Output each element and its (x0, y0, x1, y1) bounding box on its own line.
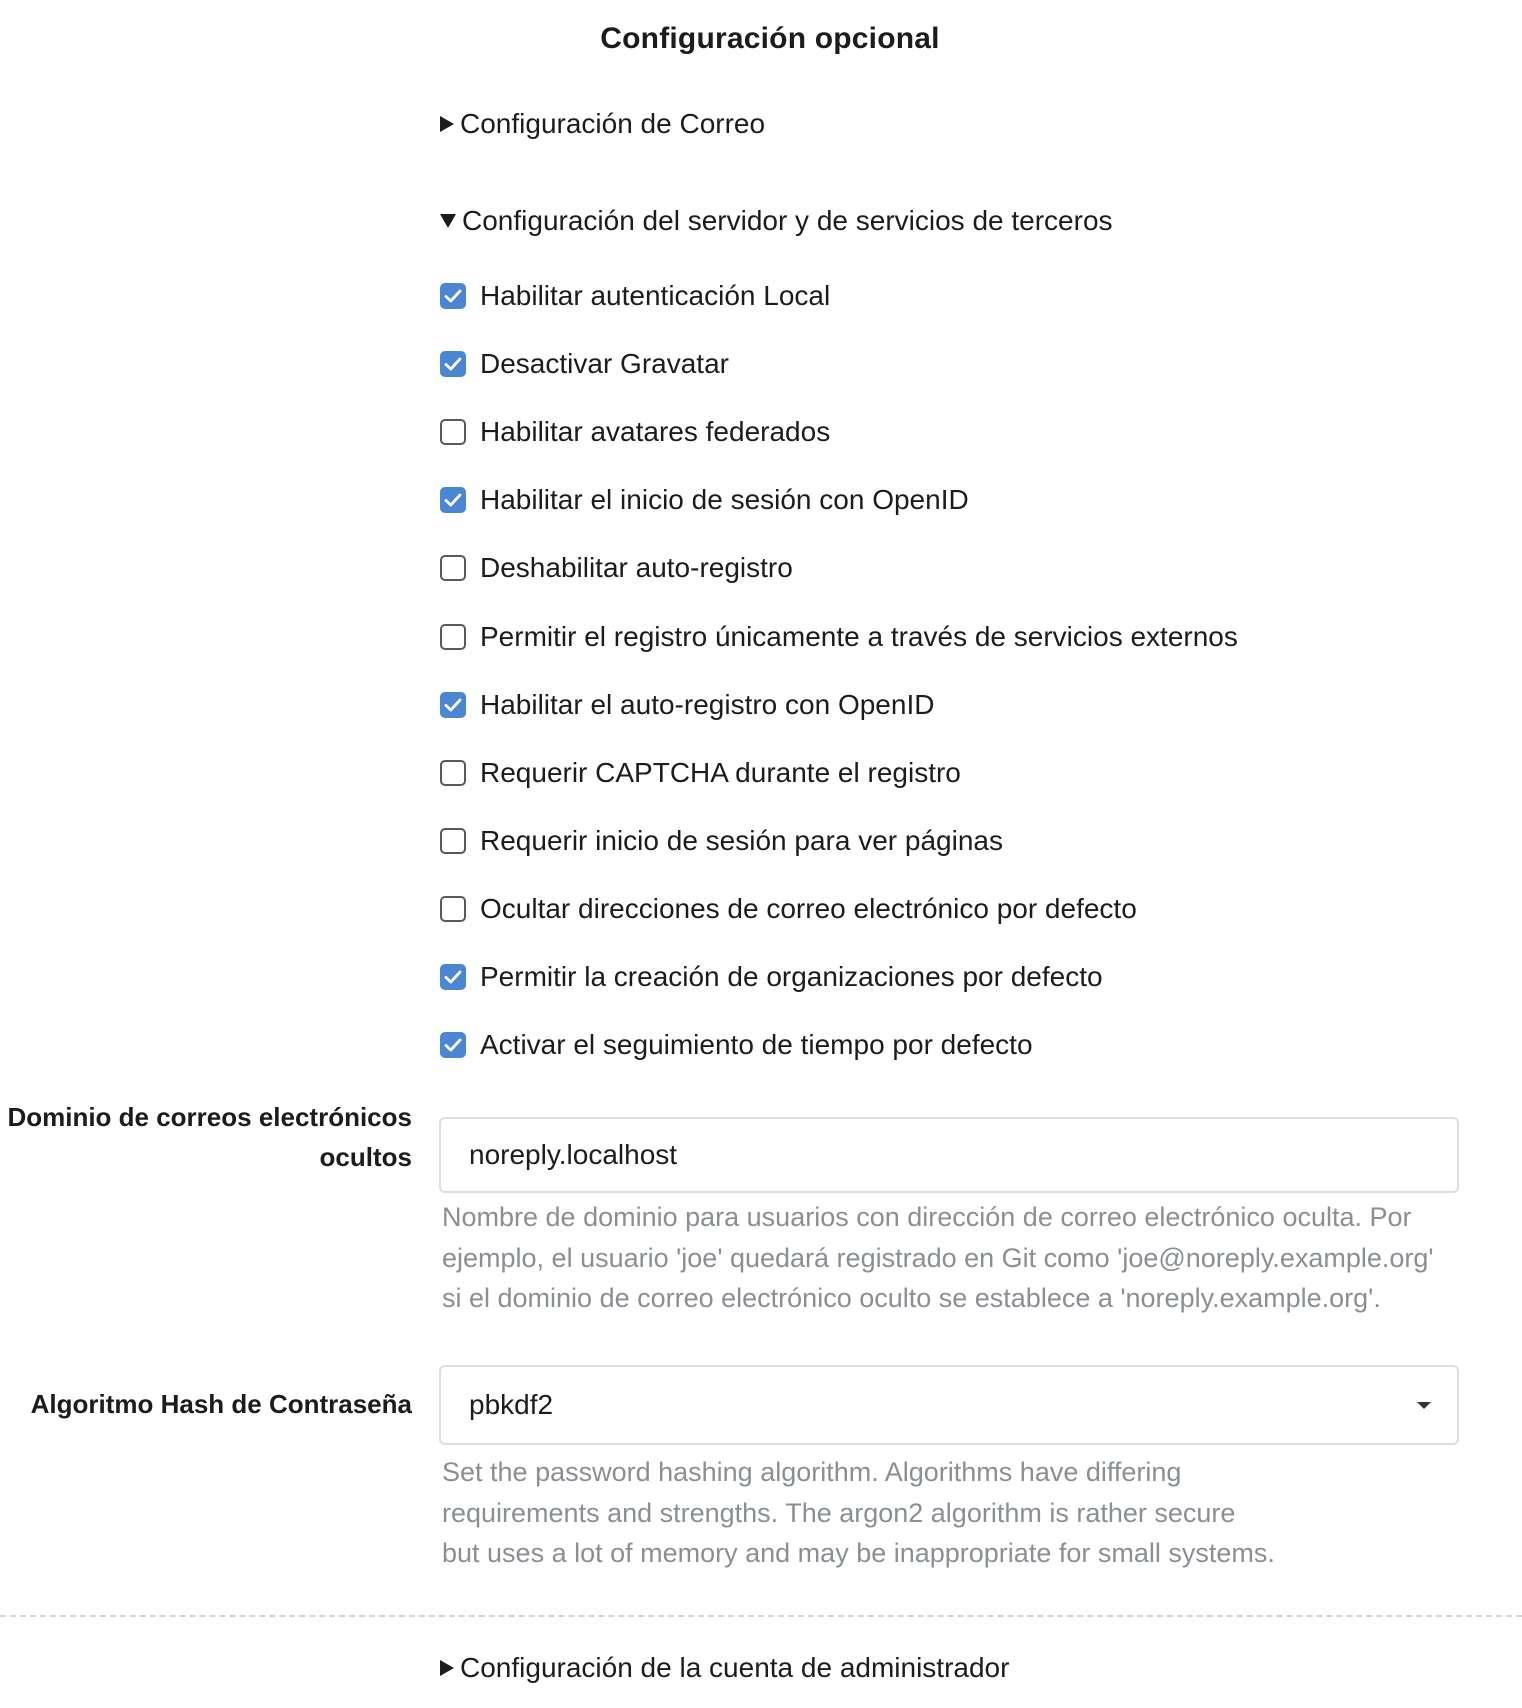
collapsed-triangle-icon (440, 1660, 454, 1676)
checkbox-row[interactable] (440, 961, 1103, 993)
checkbox-row[interactable] (440, 689, 934, 721)
checkbox-row[interactable] (440, 552, 793, 584)
checkbox-label: Permitir el registro únicamente a través de servicios externos (480, 620, 1238, 652)
checkbox-checked[interactable] (440, 964, 466, 990)
section-toggle-admin[interactable] (440, 1652, 1009, 1684)
checkbox-unchecked[interactable] (440, 760, 466, 786)
hidden-email-domain-label: Dominio de correos electrónicos ocultos (7, 1102, 412, 1172)
section-divider (0, 1615, 1522, 1617)
hidden-email-domain-input[interactable] (439, 1117, 1459, 1193)
checkbox-label: Ocultar direcciones de correo electrónico por defecto (480, 892, 1137, 924)
page-title: Configuración opcional (600, 22, 940, 55)
password-hash-select[interactable] (439, 1365, 1459, 1445)
checkmark-icon (444, 289, 462, 303)
section-toggle-email[interactable] (440, 108, 765, 140)
checkbox-label: Requerir CAPTCHA durante el registro (480, 756, 961, 788)
checkbox-label: Deshabilitar auto-registro (480, 552, 793, 584)
checkbox-label: Habilitar avatares federados (480, 416, 831, 448)
collapsed-triangle-icon (440, 116, 454, 132)
checkbox-label: Desactivar Gravatar (480, 348, 729, 380)
checkbox-row[interactable] (440, 757, 961, 789)
checkbox-row[interactable] (440, 416, 830, 448)
checkbox-unchecked[interactable] (440, 624, 466, 650)
checkbox-label: Permitir la creación de organizaciones por defecto (480, 961, 1103, 992)
checkbox-checked[interactable] (440, 351, 466, 377)
checkbox-checked[interactable] (440, 692, 466, 718)
checkbox-unchecked[interactable] (440, 896, 466, 922)
password-hash-selected-value: pbkdf2 (469, 1389, 554, 1420)
checkbox-label: Habilitar el auto-registro con OpenID (480, 688, 935, 720)
section-label-server: Configuración del servidor y de servicios de terceros (462, 205, 1113, 236)
checkbox-row[interactable] (440, 825, 1003, 857)
checkbox-unchecked[interactable] (440, 555, 466, 581)
checkbox-row[interactable] (440, 280, 830, 312)
section-label-admin: Configuración de la cuenta de administrador (460, 1652, 1010, 1683)
checkbox-row[interactable] (440, 1029, 1033, 1061)
checkmark-icon (444, 698, 462, 712)
checkbox-row[interactable] (440, 621, 1238, 653)
password-hash-help: Set the password hashing algorithm. Algorithms have differing requirements and strengths. The argon2 algorithm is rather secure but uses a lot of memory and may be inappropriate for small systems. (442, 1457, 1275, 1568)
checkbox-label: Habilitar autenticación Local (480, 280, 831, 311)
checkbox-label: Requerir inicio de sesión para ver páginas (480, 824, 1003, 856)
checkmark-icon (444, 357, 462, 371)
dropdown-caret-icon (1417, 1402, 1431, 1409)
checkbox-row[interactable] (440, 484, 969, 516)
checkbox-checked[interactable] (440, 487, 466, 513)
section-toggle-server[interactable] (440, 205, 1113, 237)
password-hash-label: Algoritmo Hash de Contraseña (30, 1389, 412, 1419)
checkbox-checked[interactable] (440, 283, 466, 309)
checkbox-label: Habilitar el inicio de sesión con OpenID (480, 484, 969, 516)
checkbox-row[interactable] (440, 893, 1137, 925)
checkmark-icon (444, 970, 462, 984)
checkbox-row[interactable] (440, 348, 729, 380)
checkbox-checked[interactable] (440, 1032, 466, 1058)
expanded-triangle-icon (440, 214, 456, 228)
hidden-email-domain-help: Nombre de dominio para usuarios con dirección de correo electrónico oculta. Por ejemplo, el usuario 'joe' quedará registrado en Git como 'joe@noreply.example.org' si el dominio de correo electrónico oculto se establece a 'noreply.example.org'. (442, 1202, 1434, 1313)
checkbox-unchecked[interactable] (440, 828, 466, 854)
checkbox-label: Activar el seguimiento de tiempo por defecto (480, 1029, 1033, 1061)
checkmark-icon (444, 493, 462, 507)
checkmark-icon (444, 1038, 462, 1052)
section-label-email: Configuración de Correo (460, 108, 766, 139)
checkbox-unchecked[interactable] (440, 419, 466, 445)
